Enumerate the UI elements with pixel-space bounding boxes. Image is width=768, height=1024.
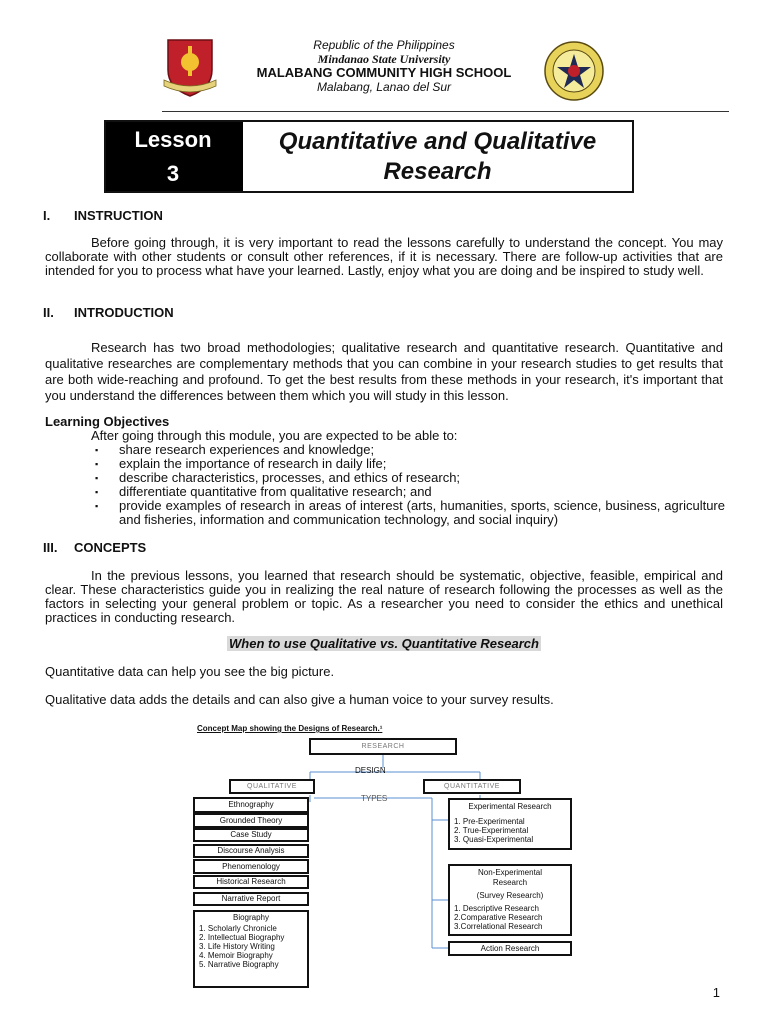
list-item: 2. Intellectual Biography (199, 933, 285, 942)
quant-nonexperimental-box (448, 864, 572, 936)
section-title: CONCEPTS (74, 540, 147, 555)
lesson-title-line1: Quantitative and Qualitative (278, 127, 597, 155)
header-location: Malabang, Lanao del Sur (316, 80, 452, 94)
concept-map-root: RESEARCH (309, 738, 457, 755)
header-republic: Republic of the Philippines (313, 38, 455, 52)
qual-item-grounded-theory: Grounded Theory (193, 813, 309, 828)
list-item: ▪ explain the importance of research in daily life; (95, 456, 387, 471)
qual-item-narrative-report: Narrative Report (193, 892, 309, 906)
lesson-number: 3 (166, 160, 180, 186)
list-item: 1. Pre-Experimental (454, 817, 525, 826)
lesson-label: Lesson (134, 126, 212, 152)
bullet-icon: ▪ (95, 501, 99, 511)
qualitative-note: Qualitative data adds the details and can also give a human voice to your survey results. (45, 692, 554, 707)
qual-item-case-study: Case Study (193, 828, 309, 842)
section-number: I. (43, 208, 51, 223)
concept-map-design-label: DESIGN (355, 766, 386, 775)
bullet-icon: ▪ (95, 473, 99, 483)
concept-map-qualitative: QUALITATIVE (229, 779, 315, 794)
list-item: ▪ provide examples of research in areas of interest (arts, humanities, sports, science, business, agriculture and fisheries, information and communication technology, and social inquiry) (95, 498, 725, 527)
list-item: 1. Scholarly Chronicle (199, 924, 277, 933)
experimental-list (450, 817, 570, 844)
qual-biography-box (193, 910, 309, 988)
page-number: 1 (712, 985, 720, 1000)
lesson-title-line2: Research (383, 157, 492, 185)
qual-item-ethnography: Ethnography (193, 797, 309, 813)
objectives-intro: After going through this module, you are expected to be able to: (91, 428, 458, 443)
nonexp-title: Non-Experimental Research (477, 868, 543, 887)
list-item: 5. Narrative Biography (199, 960, 279, 969)
nonexp-list (450, 904, 570, 931)
concept-map-quantitative: QUANTITATIVE (423, 779, 521, 794)
instruction-paragraph: Before going through, it is very important to read the lessons carefully to understand the concept. You may collaborate with other students or consult other references, if it is necessary. There are follow-up activities that are intended for you to process what have your learned. Lastly, enjoy what you are doing and be inspired to study well. (45, 235, 723, 278)
concept-map-types-label: TYPES (361, 794, 388, 803)
bullet-icon: ▪ (95, 487, 99, 497)
biography-list (195, 924, 307, 969)
section-number: II. (43, 305, 54, 320)
qual-item-historical-research: Historical Research (193, 875, 309, 889)
section-title: INSTRUCTION (74, 208, 163, 223)
objectives-title: Learning Objectives (45, 414, 170, 429)
quantitative-note: Quantitative data can help you see the big picture. (45, 664, 335, 679)
experimental-title: Experimental Research (468, 802, 552, 811)
bullet-icon: ▪ (95, 445, 99, 455)
header-university: Mindanao State University (317, 52, 451, 66)
nonexp-subtitle: (Survey Research) (476, 891, 544, 900)
list-item: 3.Correlational Research (454, 922, 543, 931)
concept-map-title: Concept Map showing the Designs of Research.¹ (197, 724, 383, 733)
quant-experimental-box (448, 798, 572, 850)
list-item: ▪ differentiate quantitative from qualitative research; and (95, 484, 432, 499)
quant-action-research: Action Research (448, 941, 572, 956)
list-item: 1. Descriptive Research (454, 904, 539, 913)
list-item: 4. Memoir Biography (199, 951, 273, 960)
section-number: III. (43, 540, 58, 555)
list-item: 2. True-Experimental (454, 826, 529, 835)
concepts-paragraph: In the previous lessons, you learned that research should be systematic, objective, feasible, empirical and clear. These characteristics guide you in realizing the real nature of research following the processes as well as the factors in selecting your general problem or topic. As a researcher you need to consider the ethics and unethical practices in conducting research. (45, 568, 723, 625)
list-item: ▪ describe characteristics, processes, and ethics of research; (95, 470, 461, 485)
introduction-paragraph: Research has two broad methodologies; qualitative research and quantitative research. Quantitative and qualitative researches are complementary methods that you can combine in your research studies to get results that are both wide-reaching and profound. To get the best results from these methods in your research, it's important that you understand the differences between them which you will study in this lesson. (45, 340, 723, 403)
list-item: 3. Quasi-Experimental (454, 835, 534, 844)
bullet-icon: ▪ (95, 459, 99, 469)
qual-item-phenomenology: Phenomenology (193, 859, 309, 874)
qual-item-discourse-analysis: Discourse Analysis (193, 844, 309, 858)
section-title: INTRODUCTION (74, 305, 174, 320)
when-to-use-heading: When to use Qualitative vs. Quantitative Research (229, 636, 539, 651)
biography-title: Biography (232, 913, 270, 922)
list-item: 3. Life History Writing (199, 942, 275, 951)
header-school: MALABANG COMMUNITY HIGH SCHOOL (256, 65, 512, 80)
list-item: 2.Comparative Research (454, 913, 543, 922)
list-item: ▪ share research experiences and knowledge; (95, 442, 375, 457)
